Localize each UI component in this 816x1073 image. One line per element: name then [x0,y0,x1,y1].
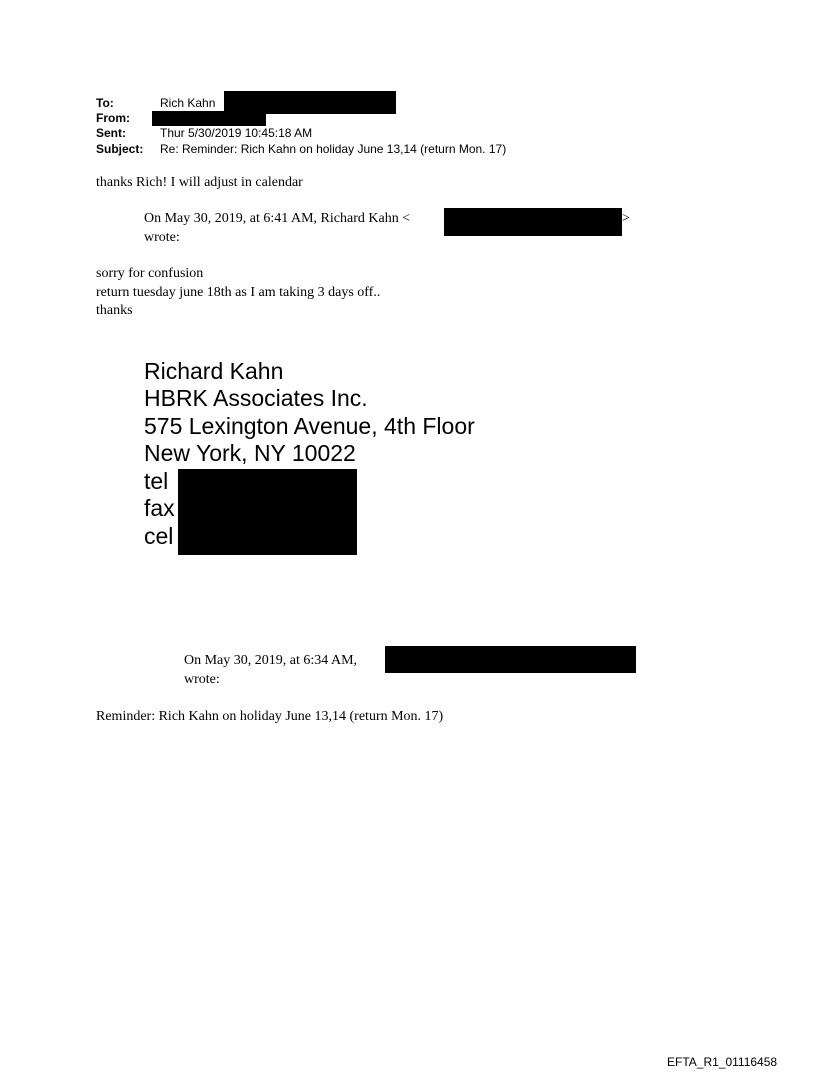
signature-city: New York, NY 10022 [144,440,356,466]
quote-2-line-2: wrote: [184,672,220,687]
subject-label: Subject: [96,142,144,156]
document-id: EFTA_R1_01116458 [667,1055,778,1069]
sent-value: Thur 5/30/2019 10:45:18 AM [160,126,313,140]
signature-tel-label: tel [144,468,169,494]
to-value: Rich Kahn [160,96,216,110]
from-label: From: [96,111,130,125]
redaction-quote-2-sender [385,646,636,673]
sent-label: Sent: [96,126,126,140]
signature-company: HBRK Associates Inc. [144,385,368,411]
quote-1-line-2: wrote: [144,230,180,245]
redaction-from [152,111,266,126]
reply-text: thanks Rich! I will adjust in calendar [96,175,303,190]
to-label: To: [96,96,114,110]
signature-address: 575 Lexington Avenue, 4th Floor [144,413,475,439]
quote-1-line-1: On May 30, 2019, at 6:41 AM, Richard Kahn < [144,211,411,226]
message-3-text: Reminder: Rich Kahn on holiday June 13,14 (return Mon. 17) [96,709,444,724]
message-2-line-2: return tuesday june 18th as I am taking 3 days off.. [96,285,381,300]
signature-fax-label: fax [144,495,175,521]
quote-1-bracket: > [622,211,630,226]
subject-value: Re: Reminder: Rich Kahn on holiday June 13,14 (return Mon. 17) [160,142,507,156]
signature-name: Richard Kahn [144,358,284,384]
message-2-line-1: sorry for confusion [96,266,204,281]
redaction-phone-numbers [178,469,357,555]
signature-cell-label: cel [144,523,174,549]
redaction-quote-1-email [444,208,622,236]
quote-2-line-1: On May 30, 2019, at 6:34 AM, [184,653,358,668]
message-2-line-3: thanks [96,303,133,318]
